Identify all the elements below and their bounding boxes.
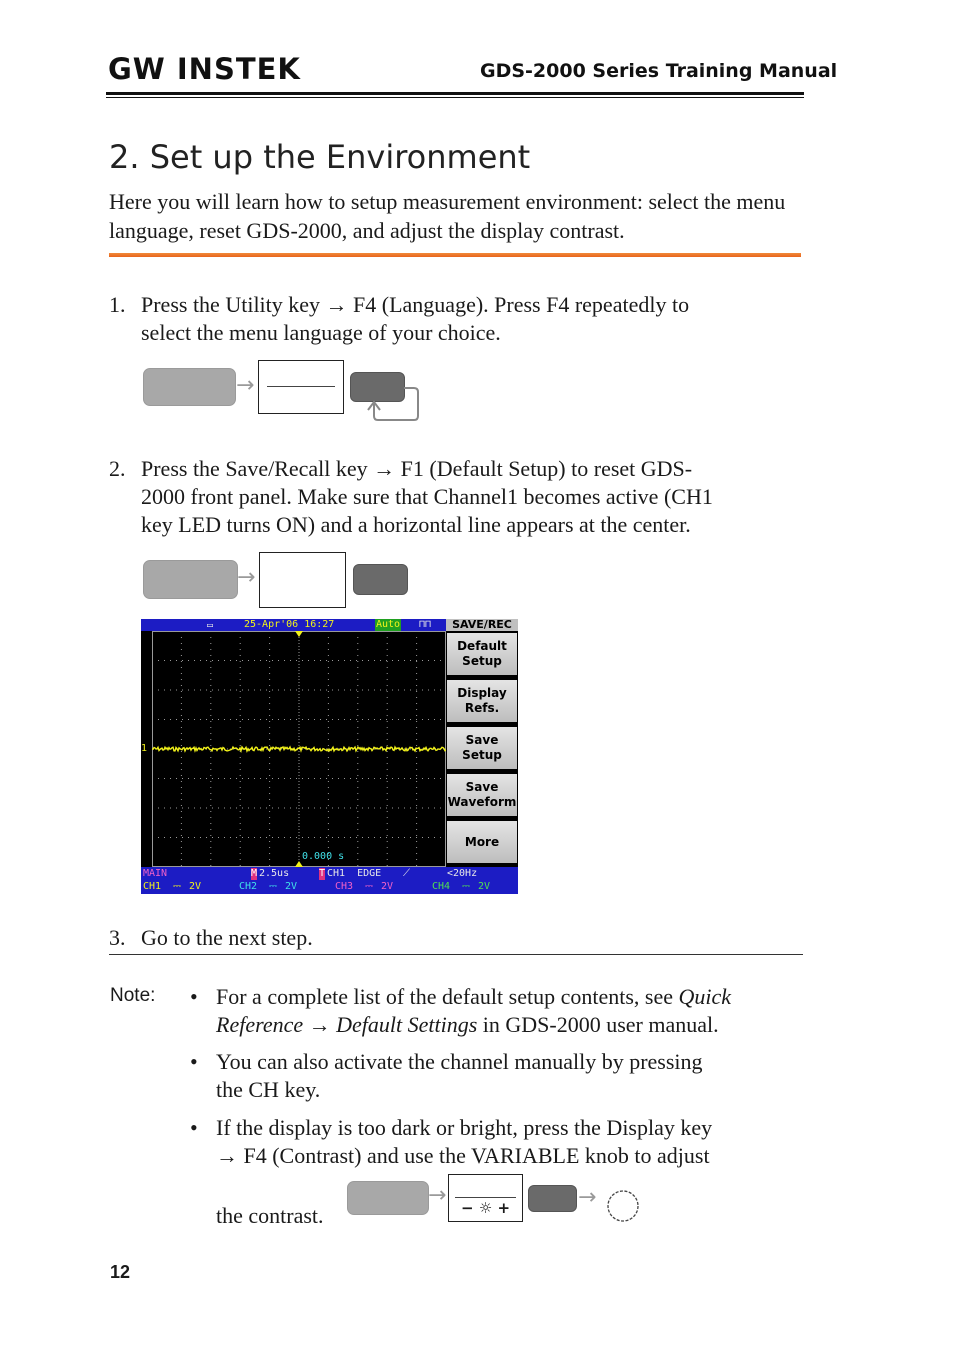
page-number: 12 xyxy=(110,1262,131,1282)
step-2 xyxy=(109,455,809,545)
dc-coupling-icon: ⎓ xyxy=(269,881,277,892)
dc-coupling-icon: ⎓ xyxy=(365,881,373,892)
note-line: the contrast. xyxy=(216,1203,324,1228)
chapter-title: 2. Set up the Environment xyxy=(109,138,531,176)
menu-label: Waveform xyxy=(447,795,517,809)
trigger-pulse-icon: ⊓⊓ xyxy=(419,619,432,630)
step-1 xyxy=(109,291,809,351)
note-line: If the display is too dark or bright, press the Display key xyxy=(216,1115,713,1140)
note-text-italic: Quick xyxy=(678,984,732,1009)
ch2-scale: 2V xyxy=(285,881,298,892)
trigger-source: CH1 EDGE xyxy=(327,868,382,879)
step-text-line: select the menu language of your choice. xyxy=(141,320,501,345)
menu-label: Default xyxy=(457,639,507,653)
utility-key-icon xyxy=(143,368,236,406)
manual-title: GDS-2000 Series Training Manual xyxy=(480,60,838,82)
note-item xyxy=(190,983,810,1041)
main-label: MAIN xyxy=(143,868,168,879)
step-text-line: key LED turns ON) and a horizontal line appears at the center. xyxy=(141,512,691,537)
note-line: the CH key. xyxy=(216,1077,321,1102)
gw-instek-logo: GW INSTEK xyxy=(108,52,301,86)
step-number: 1. xyxy=(109,292,126,317)
save-recall-key-icon xyxy=(143,560,238,599)
display-key-icon xyxy=(347,1181,429,1215)
menu-more[interactable] xyxy=(447,821,517,863)
menu-save-setup[interactable] xyxy=(447,727,517,769)
rising-edge-icon: ⟋ xyxy=(403,868,410,879)
note-text: For a complete list of the default setup contents, see xyxy=(216,984,679,1009)
note-line: You can also activate the channel manually by pressing xyxy=(216,1049,703,1074)
step-number: 3. xyxy=(109,925,126,950)
step-number: 2. xyxy=(109,456,126,481)
ch3-scale: 2V xyxy=(381,881,394,892)
trigger-prefix: T xyxy=(319,868,326,879)
menu-label: Save xyxy=(465,780,499,794)
header-rule-thin xyxy=(106,97,804,98)
f1-key-icon xyxy=(353,564,408,595)
dc-coupling-icon: ⎓ xyxy=(173,881,181,892)
step-text-line: 2000 front panel. Make sure that Channel1 becomes active (CH1 xyxy=(141,484,713,509)
ch3-label: CH3 xyxy=(335,881,354,892)
bullet-icon: • xyxy=(190,984,198,1009)
trigger-position-marker xyxy=(295,631,303,637)
chapter-intro: Here you will learn how to setup measurement environment: select the menu language, reset GDS-2000, and adjust the display contrast. xyxy=(109,189,786,243)
note-line xyxy=(216,1011,719,1039)
scope-graticule xyxy=(152,631,446,867)
timebase-prefix: M xyxy=(251,868,258,879)
ch4-label: CH4 xyxy=(432,881,451,892)
menu-label: Setup xyxy=(462,654,502,668)
menu-label: More xyxy=(464,834,500,849)
ch1-trace xyxy=(152,747,446,751)
note-text: in GDS-2000 user manual. xyxy=(477,1012,719,1037)
contrast-softkey-icon xyxy=(448,1174,523,1222)
step-text-line: Go to the next step. xyxy=(141,925,313,950)
step-3 xyxy=(109,924,809,954)
menu-label: Setup xyxy=(462,748,502,762)
step-text-line: Press the Utility key → F4 (Language). Press F4 repeatedly to xyxy=(141,292,690,317)
f4-key-icon xyxy=(528,1185,577,1212)
ch2-label: CH2 xyxy=(239,881,258,892)
battery-icon: ▭ xyxy=(207,620,214,631)
arrow-right-icon: → xyxy=(236,373,255,398)
repeat-arrow-icon xyxy=(366,384,424,424)
menu-title: SAVE/REC xyxy=(446,619,518,631)
ch1-scale: 2V xyxy=(189,881,202,892)
note-item xyxy=(190,1048,810,1106)
ch1-label: CH1 xyxy=(143,881,162,892)
note-text-italic: Reference → Default Settings xyxy=(216,1012,478,1037)
variable-knob-icon xyxy=(604,1188,642,1224)
ch4-scale: 2V xyxy=(478,881,491,892)
bullet-icon: • xyxy=(190,1049,198,1074)
default-setup-softkey-icon xyxy=(259,552,346,608)
contrast-brightness-icon: − ☼ + xyxy=(460,1199,511,1217)
step-text-line: Press the Save/Recall key → F1 (Default Setup) to reset GDS- xyxy=(141,456,693,481)
dc-coupling-icon: ⎓ xyxy=(462,881,470,892)
menu-label: Display xyxy=(457,686,507,700)
oscilloscope-screen xyxy=(141,619,518,894)
menu-display-refs[interactable] xyxy=(447,680,517,722)
note-label: Note: xyxy=(110,985,156,1006)
trigger-frequency: <20Hz xyxy=(447,868,478,879)
arrow-right-icon: → xyxy=(237,565,256,590)
bullet-icon: • xyxy=(190,1115,198,1140)
step-divider xyxy=(109,954,803,955)
note-line: → F4 (Contrast) and use the VARIABLE knob to adjust xyxy=(216,1143,710,1168)
menu-label: Save xyxy=(465,733,499,747)
ch1-marker: 1 xyxy=(141,743,148,754)
language-softkey-icon xyxy=(258,360,344,414)
arrow-right-icon: → xyxy=(428,1183,447,1208)
timebase: 2.5us xyxy=(259,868,290,879)
section-divider xyxy=(109,253,801,257)
arrow-right-icon: → xyxy=(578,1185,597,1210)
header-rule xyxy=(106,92,804,95)
menu-label: Refs. xyxy=(464,701,500,715)
time-offset: 0.000 s xyxy=(302,851,345,862)
menu-save-waveform[interactable] xyxy=(447,774,517,816)
menu-default-setup[interactable] xyxy=(447,633,517,675)
scope-date-time: 25-Apr'06 16:27 xyxy=(244,619,335,630)
trigger-mode: Auto xyxy=(376,619,401,630)
note-line xyxy=(216,983,731,1011)
